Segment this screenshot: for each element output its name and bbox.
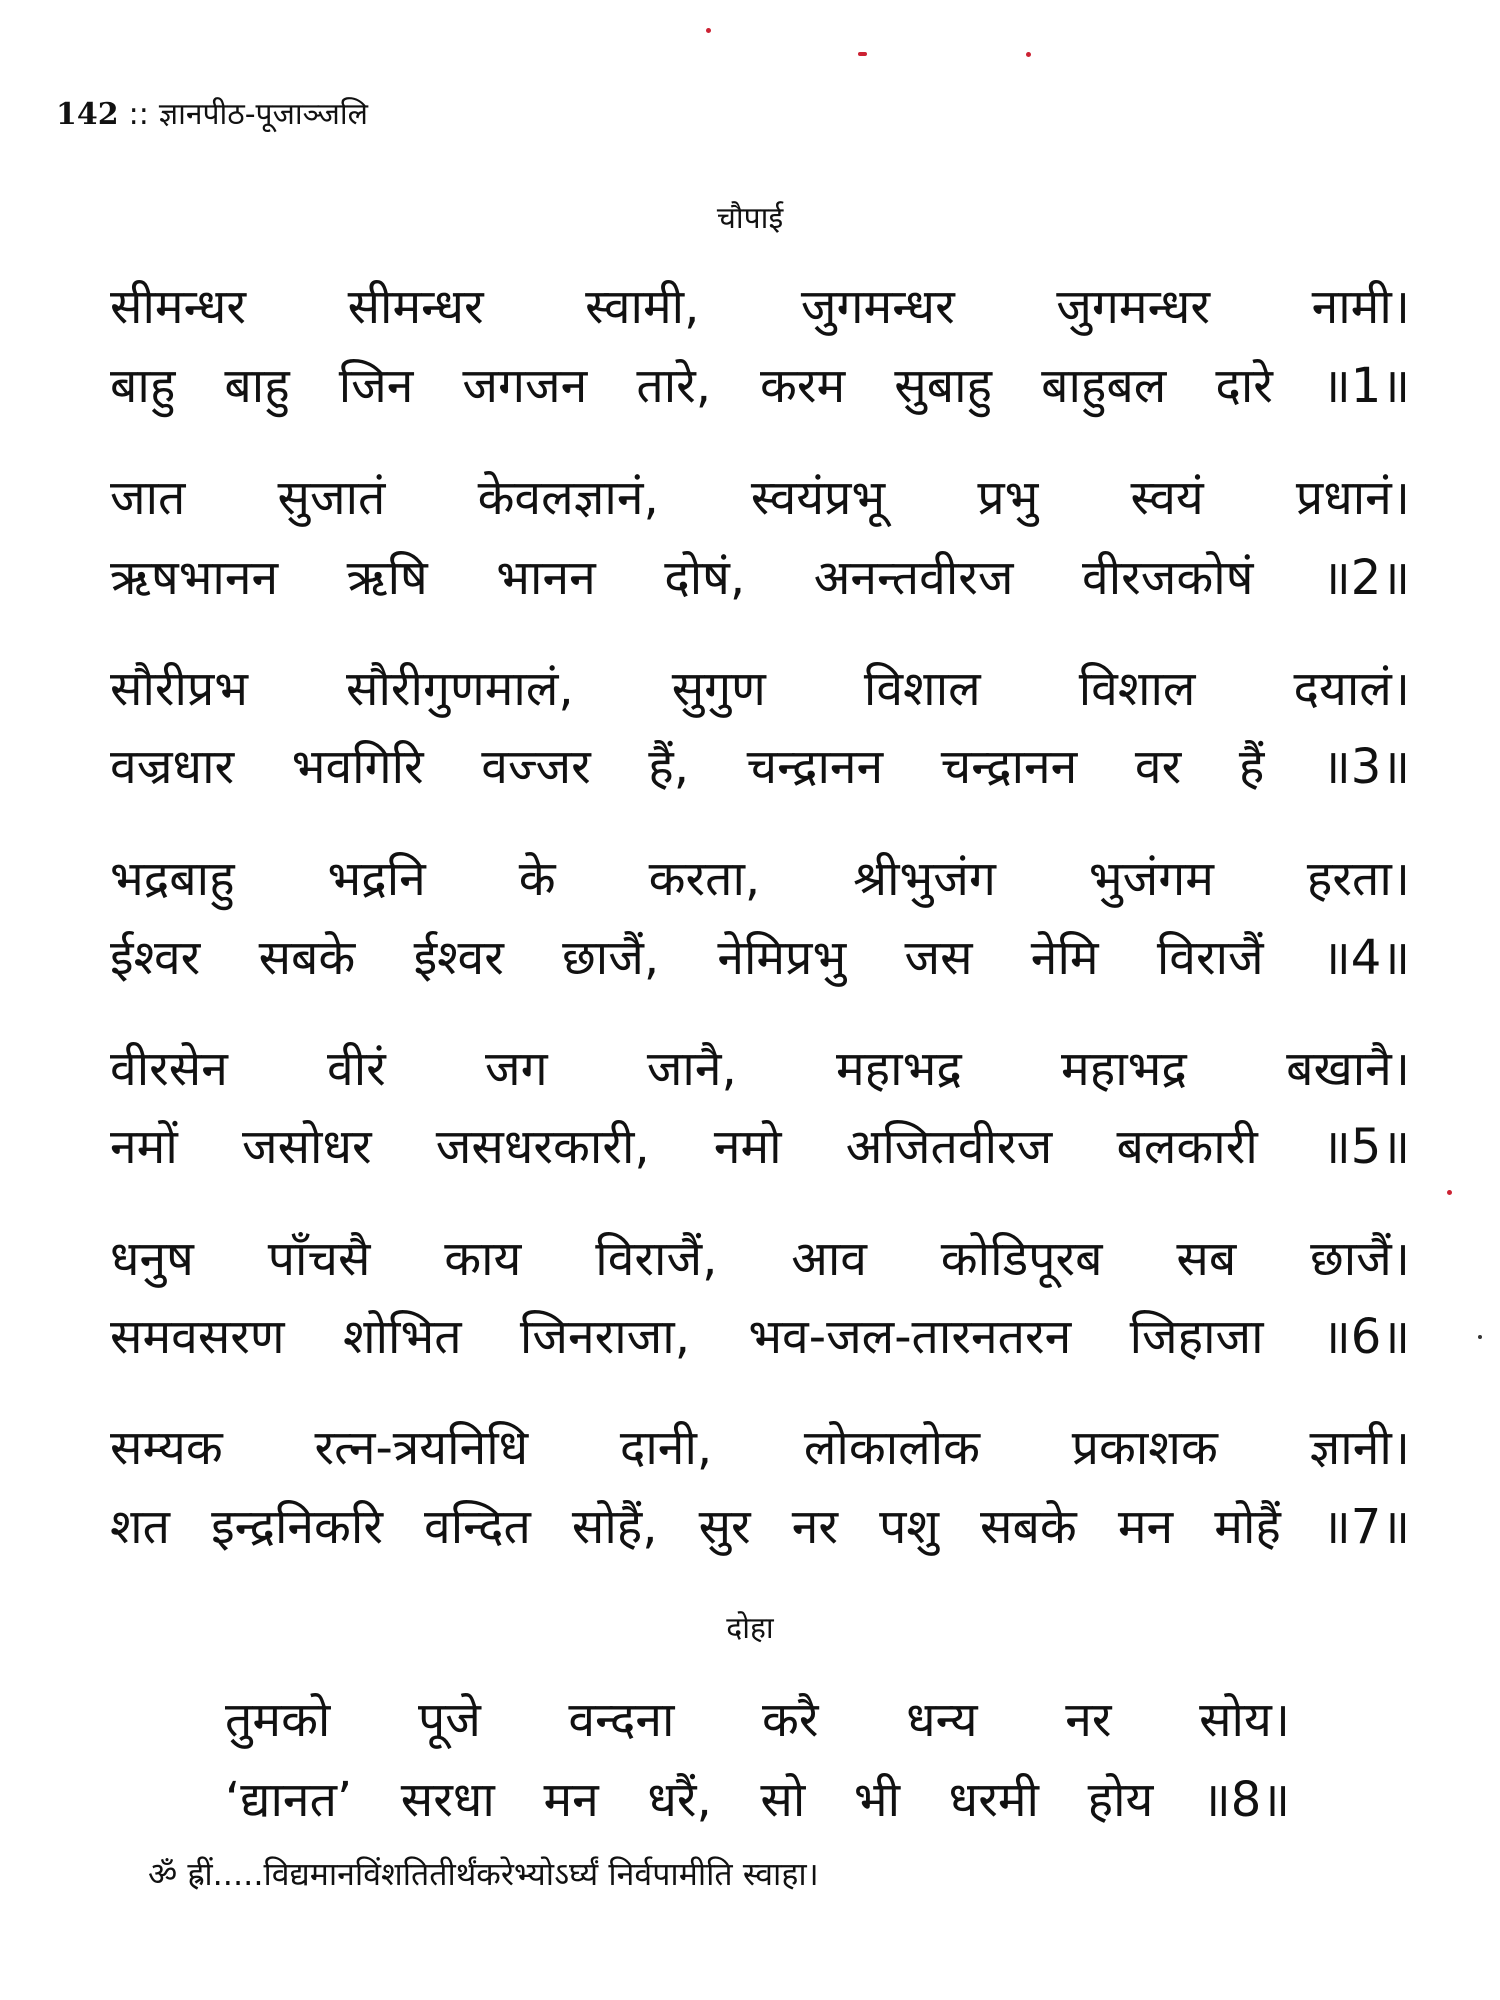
chaupai-line-7: भद्रबाहु भद्रनि के करता, श्रीभुजंग भुजंगम हरता। <box>110 851 1410 907</box>
chaupai-line-10: नमों जसोधर जसधरकारी, नमो अजितवीरज बलकारी ॥5॥ <box>110 1119 1410 1175</box>
chaupai-line-1: सीमन्धर सीमन्धर स्वामी, जुगमन्धर जुगमन्धर नामी। <box>110 279 1410 335</box>
chaupai-line-8: ईश्वर सबके ईश्वर छाजैं, नेमिप्रभु जस नेमि विराजैं ॥4॥ <box>110 930 1410 986</box>
chaupai-line-2: बाहु बाहु जिन जगजन तारे, करम सुबाहु बाहुबल दारे ॥1॥ <box>110 358 1410 414</box>
print-speck <box>858 52 867 56</box>
header-separator: :: <box>128 97 149 132</box>
doha-heading: दोहा <box>726 1611 774 1646</box>
print-speck <box>1447 1190 1452 1195</box>
print-speck <box>706 28 711 33</box>
chaupai-line-12: समवसरण शोभित जिनराजा, भव-जल-तारनतरन जिहाजा ॥6॥ <box>110 1309 1410 1365</box>
chaupai-line-3: जात सुजातं केवलज्ञानं, स्वयंप्रभू प्रभु स्वयं प्रधानं। <box>110 470 1410 526</box>
mantra-line: ॐ ह्रीं.....विद्यमानविंशतितीर्थंकरेभ्योऽर्घ्यं निर्वपामीति स्वाहा। <box>148 1855 819 1893</box>
doha-line-1: तुमको पूजे वन्दना करै धन्य नर सोय। <box>225 1692 1290 1748</box>
running-header <box>56 92 368 133</box>
chaupai-line-9: वीरसेन वीरं जग जानै, महाभद्र महाभद्र बखानै। <box>110 1041 1410 1097</box>
page-number: 142 <box>56 97 119 132</box>
print-speck <box>1478 1335 1482 1339</box>
print-speck <box>1026 52 1031 57</box>
chaupai-line-6: वज्रधार भवगिरि वज्जर हैं, चन्द्रानन चन्द्रानन वर हैं ॥3॥ <box>110 739 1410 795</box>
chaupai-line-5: सौरीप्रभ सौरीगुणमालं, सुगुण विशाल विशाल दयालं। <box>110 661 1410 717</box>
chaupai-line-13: सम्यक रत्न-त्रयनिधि दानी, लोकालोक प्रकाशक ज्ञानी। <box>110 1420 1410 1476</box>
chaupai-line-11: धनुष पाँचसै काय विराजैं, आव कोडिपूरब सब छाजैं। <box>110 1231 1410 1287</box>
doha-line-2: ‘द्यानत’ सरधा मन धरैं, सो भी धरमी होय ॥8॥ <box>225 1772 1290 1828</box>
chaupai-line-14: शत इन्द्रनिकरि वन्दित सोहैं, सुर नर पशु सबके मन मोहैं ॥7॥ <box>110 1499 1410 1555</box>
chaupai-heading: चौपाई <box>716 201 784 236</box>
book-title: ज्ञानपीठ-पूजाञ्जलि <box>158 97 368 132</box>
chaupai-line-4: ऋषभानन ऋषि भानन दोषं, अनन्तवीरज वीरजकोषं ॥2॥ <box>110 550 1410 606</box>
